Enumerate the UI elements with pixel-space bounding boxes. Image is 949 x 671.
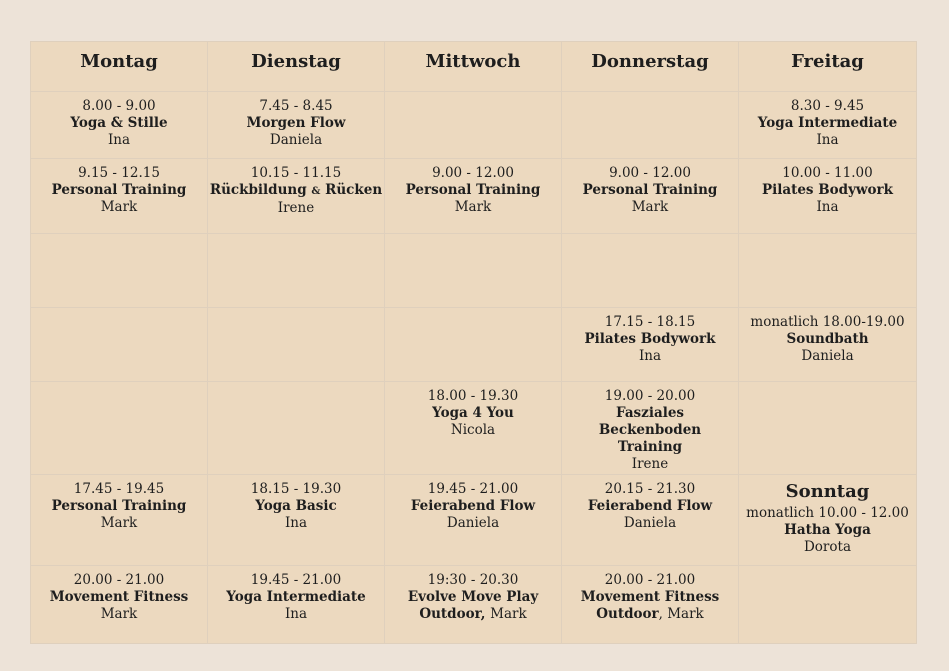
class-time: 18.15 - 19.30 xyxy=(250,481,342,497)
class-time: 8.30 - 9.45 xyxy=(790,98,865,114)
class-time: 9.15 - 12.15 xyxy=(78,165,160,181)
weekly-schedule-table xyxy=(30,41,917,644)
class-title: Feierabend Flow xyxy=(587,498,713,514)
class-cell xyxy=(739,475,917,566)
class-teacher: Ina xyxy=(816,199,839,215)
empty-cell xyxy=(208,308,385,382)
class-title: Movement Fitness xyxy=(49,589,189,605)
class-teacher: Ina xyxy=(284,606,308,622)
class-time: 20.00 - 21.00 xyxy=(73,572,165,588)
class-time: 10.00 - 11.00 xyxy=(782,165,873,181)
empty-cell xyxy=(31,234,208,308)
schedule-row xyxy=(31,234,917,308)
class-title xyxy=(208,182,384,200)
class-title: Pilates Bodywork xyxy=(584,331,716,347)
class-title: Yoga 4 You xyxy=(432,405,514,421)
class-title-part: Rückbildung xyxy=(209,182,307,198)
class-teacher: Ina xyxy=(816,132,839,148)
class-time: 19:30 - 20.30 xyxy=(427,572,519,588)
class-teacher: Mark xyxy=(100,606,138,622)
schedule-row xyxy=(31,159,917,234)
class-cell xyxy=(385,159,562,234)
class-teacher: Irene xyxy=(631,456,669,472)
class-title: Yoga Basic xyxy=(255,498,337,514)
day-header-thursday: Donnerstag xyxy=(562,42,739,92)
class-cell xyxy=(208,92,385,159)
class-cell xyxy=(385,566,562,644)
class-title: Yoga & Stille xyxy=(70,115,168,131)
class-title: Personal Training xyxy=(51,498,187,514)
class-cell xyxy=(562,159,739,234)
class-time: monatlich 10.00 - 12.00 xyxy=(746,505,909,521)
class-cell xyxy=(208,475,385,566)
class-time: 17.45 - 19.45 xyxy=(73,481,165,497)
class-cell xyxy=(31,475,208,566)
empty-cell xyxy=(562,92,739,159)
class-cell xyxy=(562,566,739,644)
class-title: Personal Training xyxy=(51,182,187,198)
class-time: 20.00 - 21.00 xyxy=(604,572,696,588)
class-title-outdoor: Outdoor xyxy=(596,606,659,622)
class-time: monatlich 18.00-19.00 xyxy=(750,314,905,330)
class-cell xyxy=(208,566,385,644)
class-title: Pilates Bodywork xyxy=(761,182,894,198)
class-title: Personal Training xyxy=(405,182,541,198)
class-title-ampersand: & xyxy=(311,186,321,197)
class-cell xyxy=(739,308,917,382)
empty-cell xyxy=(31,308,208,382)
day-header-wednesday: Mittwoch xyxy=(385,42,562,92)
class-time: 19.45 - 21.00 xyxy=(250,572,342,588)
empty-cell xyxy=(208,234,385,308)
class-teacher: Mark xyxy=(100,515,138,531)
class-title-outdoor: Outdoor, xyxy=(419,606,486,622)
empty-cell xyxy=(385,92,562,159)
class-cell xyxy=(31,159,208,234)
class-teacher: Daniela xyxy=(269,132,323,148)
empty-cell xyxy=(385,234,562,308)
empty-cell xyxy=(208,382,385,475)
class-time: 10.15 - 11.15 xyxy=(250,165,342,181)
empty-cell xyxy=(739,382,917,475)
day-header-friday: Freitag xyxy=(739,42,917,92)
schedule-row xyxy=(31,475,917,566)
class-teacher: Dorota xyxy=(803,539,851,555)
class-time: 19.00 - 20.00 xyxy=(604,388,696,404)
class-title: Yoga Intermediate xyxy=(757,115,898,131)
class-time: 9.00 - 12.00 xyxy=(432,165,514,181)
class-cell xyxy=(562,382,739,475)
class-title: Personal Training xyxy=(582,182,718,198)
class-teacher: Mark xyxy=(100,199,138,215)
class-teacher: Mark xyxy=(454,199,492,215)
schedule-row xyxy=(31,382,917,475)
class-cell xyxy=(385,475,562,566)
class-cell xyxy=(562,308,739,382)
class-cell xyxy=(739,159,917,234)
class-teacher: Ina xyxy=(284,515,308,531)
class-title-line2 xyxy=(385,606,561,623)
class-teacher: Daniela xyxy=(623,515,677,531)
class-title: Soundbath xyxy=(786,331,869,347)
day-header-monday: Montag xyxy=(31,42,208,92)
empty-cell xyxy=(385,308,562,382)
class-teacher: Mark xyxy=(490,606,527,622)
class-time: 19.45 - 21.00 xyxy=(427,481,519,497)
class-teacher: Irene xyxy=(277,200,315,216)
class-time: 17.15 - 18.15 xyxy=(604,314,696,330)
class-title-part: Rücken xyxy=(325,182,383,198)
empty-cell xyxy=(562,234,739,308)
class-time: 9.00 - 12.00 xyxy=(609,165,691,181)
class-time: 7.45 - 8.45 xyxy=(259,98,333,114)
class-teacher: Mark xyxy=(631,199,669,215)
empty-cell xyxy=(31,382,208,475)
day-header-row xyxy=(31,42,917,92)
schedule-row xyxy=(31,92,917,159)
class-teacher: Daniela xyxy=(801,348,854,364)
class-cell xyxy=(208,159,385,234)
empty-cell xyxy=(739,234,917,308)
class-title: Yoga Intermediate xyxy=(226,589,366,605)
empty-cell xyxy=(739,566,917,644)
sunday-heading: Sonntag xyxy=(785,481,870,502)
class-time: 8.00 - 9.00 xyxy=(82,98,156,114)
class-teacher: Ina xyxy=(107,132,131,148)
class-cell xyxy=(739,92,917,159)
class-title: Morgen Flow xyxy=(246,115,346,131)
class-cell xyxy=(562,475,739,566)
class-cell xyxy=(31,566,208,644)
class-title: Fasziales Beckenboden Training xyxy=(598,405,702,455)
class-teacher: Daniela xyxy=(446,515,500,531)
class-cell xyxy=(31,92,208,159)
class-title-line2 xyxy=(562,606,738,623)
day-header-tuesday: Dienstag xyxy=(208,42,385,92)
class-title: Evolve Move Play xyxy=(407,589,539,605)
class-title: Hatha Yoga xyxy=(784,522,871,538)
class-title: Feierabend Flow xyxy=(410,498,536,514)
schedule-row xyxy=(31,566,917,644)
class-title: Movement Fitness xyxy=(580,589,720,605)
class-teacher: Nicola xyxy=(450,422,496,438)
class-teacher: , Mark xyxy=(658,606,704,622)
class-teacher: Ina xyxy=(638,348,662,364)
class-time: 18.00 - 19.30 xyxy=(427,388,519,404)
schedule-row xyxy=(31,308,917,382)
class-time: 20.15 - 21.30 xyxy=(604,481,696,497)
class-cell xyxy=(385,382,562,475)
